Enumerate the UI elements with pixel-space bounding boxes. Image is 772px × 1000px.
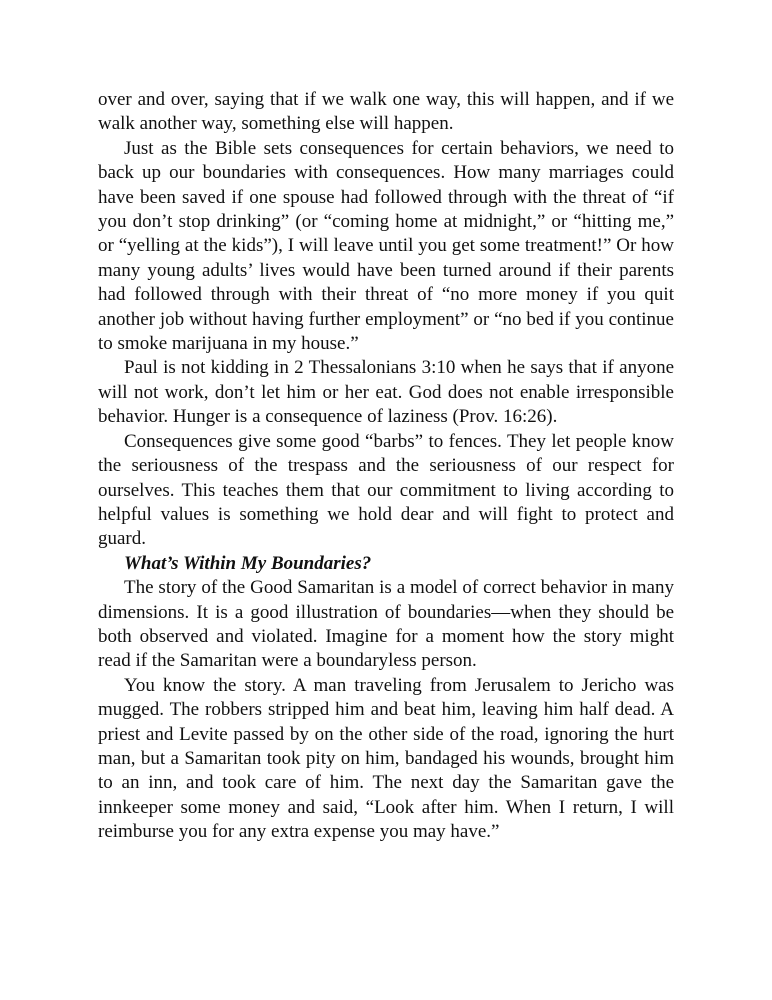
body-text bbox=[98, 88, 674, 845]
paragraph-the-story: You know the story. A man traveling from Jerusalem to Jericho was mugged. The robbers stripped him and beat him, leaving him half dead. A priest and Levite passed by on the other side of the road, ignoring the hurt man, but a Samaritan took pity on him, bandaged his wounds, brought him to an inn, and took care of him. The next day the Samaritan gave the innkeeper some money and said, “Look after him. When I return, I will reimburse you for any extra expense you may have.” bbox=[98, 674, 674, 843]
paragraph-barbs: Consequences give some good “barbs” to fences. They let people know the seriousness of the trespass and the seriousness of our respect for ourselves. This teaches them that our commitment to living according to helpful values is something we hold dear and will fight to protect and guard. bbox=[98, 430, 674, 550]
paragraph-good-samaritan: The story of the Good Samaritan is a model of correct behavior in many dimensions. It is a good illustration of boundaries—when they should be both observed and violated. Imagine for a moment how the story might read if the Samaritan were a boundaryless person. bbox=[98, 577, 674, 672]
paragraph-thessalonians: Paul is not kidding in 2 Thessalonians 3:10 when he says that if anyone will not work, don’t let him or her eat. God does not enable irresponsible behavior. Hunger is a consequence of laziness (Prov. 16:26). bbox=[98, 357, 674, 428]
section-heading: What’s Within My Boundaries? bbox=[124, 552, 372, 574]
paragraph-consequences: Just as the Bible sets consequences for certain behaviors, we need to back up our boundaries with consequences. How many marriages could have been saved if one spouse had followed through with the threat of “if you don’t stop drinking” (or “coming home at midnight,” or “hitting me,” or “yelling at the kids”), I will leave until you get some treatment!” Or how many young adults’ lives would have been turned around if their parents had followed through with their threat of “no more money if you quit another job without having further employment” or “no bed if you continue to smoke marijuana in my house.” bbox=[98, 137, 674, 355]
paragraph-continuation: over and over, saying that if we walk one way, this will happen, and if we walk another way, something else will happen. bbox=[98, 89, 674, 135]
